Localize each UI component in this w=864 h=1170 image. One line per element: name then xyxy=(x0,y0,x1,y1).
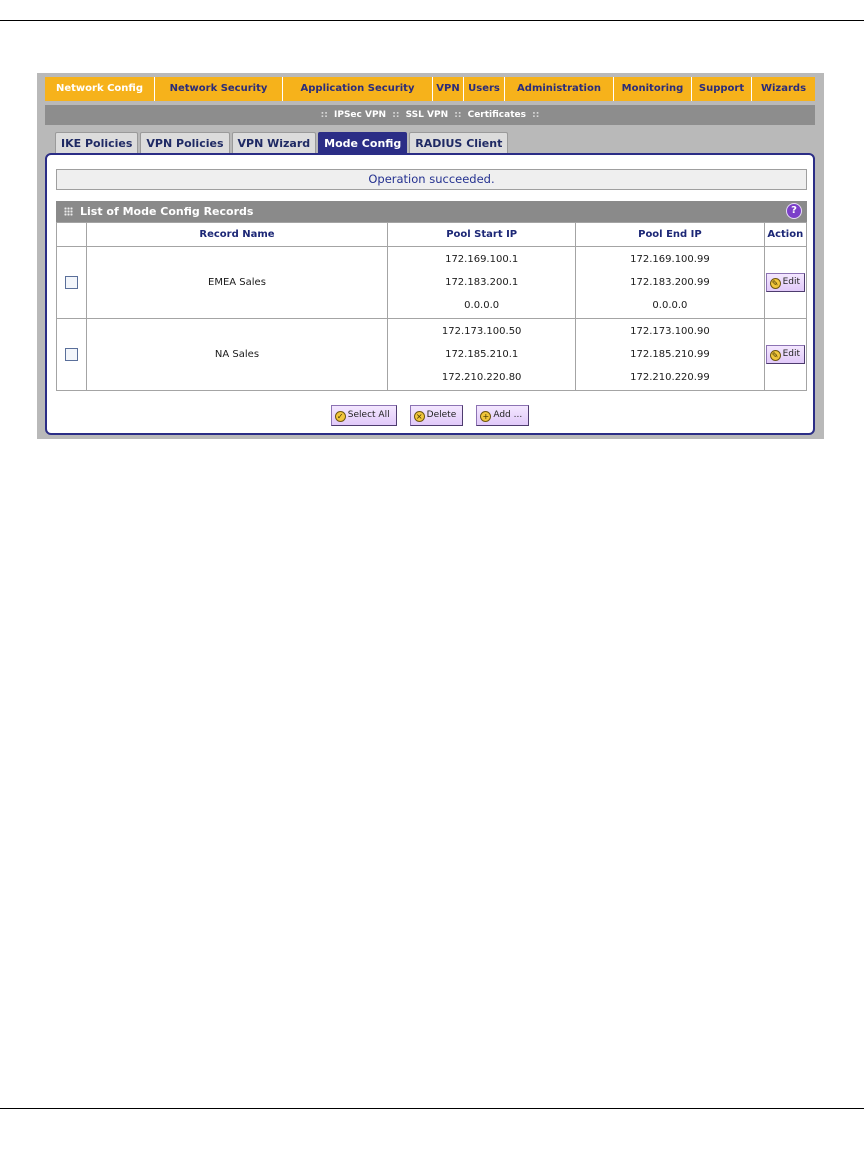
row-select-cell xyxy=(57,319,87,391)
sub-nav-separator: :: xyxy=(320,110,328,120)
delete-label: Delete xyxy=(426,410,457,420)
pool-start-ip-cell xyxy=(388,319,576,391)
header-rule xyxy=(0,20,864,21)
sub-nav-ssl-vpn[interactable]: SSL VPN xyxy=(405,110,449,120)
record-name: NA Sales xyxy=(86,319,387,391)
select-all-button[interactable] xyxy=(331,405,397,426)
add-label: Add ... xyxy=(493,410,523,420)
nav-network-config[interactable]: Network Config xyxy=(45,77,155,101)
sub-nav-separator: :: xyxy=(454,110,462,120)
tab-mode-config[interactable]: Mode Config xyxy=(318,132,407,153)
edit-button-label: Edit xyxy=(782,349,800,359)
nav-vpn[interactable]: VPN xyxy=(433,77,464,101)
status-message: Operation succeeded. xyxy=(56,169,807,190)
nav-administration[interactable]: Administration xyxy=(505,77,614,101)
pencil-icon: ✎ xyxy=(770,350,781,361)
table-row xyxy=(57,247,807,319)
checkmark-icon: ✓ xyxy=(335,411,346,422)
grip-icon xyxy=(64,207,73,216)
edit-button-label: Edit xyxy=(782,277,800,287)
pool-end-ip: 0.0.0.0 xyxy=(652,300,688,311)
pencil-icon: ✎ xyxy=(770,278,781,289)
action-cell xyxy=(764,319,806,391)
help-icon[interactable]: ? xyxy=(786,203,802,219)
content-panel xyxy=(45,153,815,435)
sub-nav xyxy=(45,105,815,125)
sub-nav-certificates[interactable]: Certificates xyxy=(467,110,526,120)
plus-icon: + xyxy=(480,411,491,422)
sub-nav-separator: :: xyxy=(392,110,400,120)
record-name: EMEA Sales xyxy=(86,247,387,319)
nav-application-security[interactable]: Application Security xyxy=(283,77,433,101)
tab-ike-policies[interactable]: IKE Policies xyxy=(55,132,138,153)
main-nav xyxy=(45,77,815,101)
tab-vpn-wizard[interactable]: VPN Wizard xyxy=(232,132,317,153)
action-cell xyxy=(764,247,806,319)
tab-radius-client[interactable]: RADIUS Client xyxy=(409,132,508,153)
add-button[interactable] xyxy=(476,405,529,426)
row-select-cell xyxy=(57,247,87,319)
header-action: Action xyxy=(764,223,806,247)
table-header-row xyxy=(57,223,807,247)
nav-support[interactable]: Support xyxy=(692,77,752,101)
pool-end-ip-cell xyxy=(576,319,764,391)
edit-button[interactable] xyxy=(766,273,805,292)
pool-start-ip: 172.183.200.1 xyxy=(445,277,519,288)
pool-end-ip: 172.169.100.99 xyxy=(630,254,710,265)
header-checkbox-cell xyxy=(57,223,87,247)
pool-end-ip-cell xyxy=(576,247,764,319)
nav-wizards[interactable]: Wizards xyxy=(760,83,807,94)
header-pool-start-ip: Pool Start IP xyxy=(388,223,576,247)
router-ui-screenshot xyxy=(37,73,824,439)
table-actions xyxy=(47,402,813,426)
delete-icon: × xyxy=(414,411,425,422)
nav-monitoring[interactable]: Monitoring xyxy=(614,77,692,101)
row-checkbox[interactable] xyxy=(65,276,78,289)
tab-vpn-policies[interactable]: VPN Policies xyxy=(140,132,229,153)
footer-rule xyxy=(0,1108,864,1109)
sub-nav-separator: :: xyxy=(532,110,540,120)
nav-users[interactable]: Users xyxy=(464,77,505,101)
row-checkbox[interactable] xyxy=(65,348,78,361)
pool-end-ip: 172.210.220.99 xyxy=(630,372,710,383)
section-header xyxy=(56,201,807,222)
nav-network-security[interactable]: Network Security xyxy=(155,77,283,101)
pool-end-ip: 172.185.210.99 xyxy=(630,349,710,360)
pool-end-ip: 172.173.100.90 xyxy=(630,326,710,337)
pool-start-ip: 0.0.0.0 xyxy=(464,300,500,311)
section-title: List of Mode Config Records xyxy=(80,205,254,218)
pool-start-ip: 172.210.220.80 xyxy=(441,372,522,383)
pool-end-ip: 172.183.200.99 xyxy=(630,277,710,288)
delete-button[interactable] xyxy=(410,405,464,426)
pool-start-ip: 172.173.100.50 xyxy=(441,326,522,337)
mode-config-table xyxy=(56,222,807,391)
pool-start-ip: 172.169.100.1 xyxy=(445,254,519,265)
header-pool-end-ip: Pool End IP xyxy=(576,223,764,247)
pool-start-ip-cell xyxy=(388,247,576,319)
edit-button[interactable] xyxy=(766,345,805,364)
select-all-label: Select All xyxy=(347,410,390,420)
sub-nav-ipsec-vpn[interactable]: IPSec VPN xyxy=(334,110,387,120)
table-row xyxy=(57,319,807,391)
pool-start-ip: 172.185.210.1 xyxy=(445,349,519,360)
tab-bar xyxy=(55,132,510,153)
header-record-name: Record Name xyxy=(86,223,387,247)
